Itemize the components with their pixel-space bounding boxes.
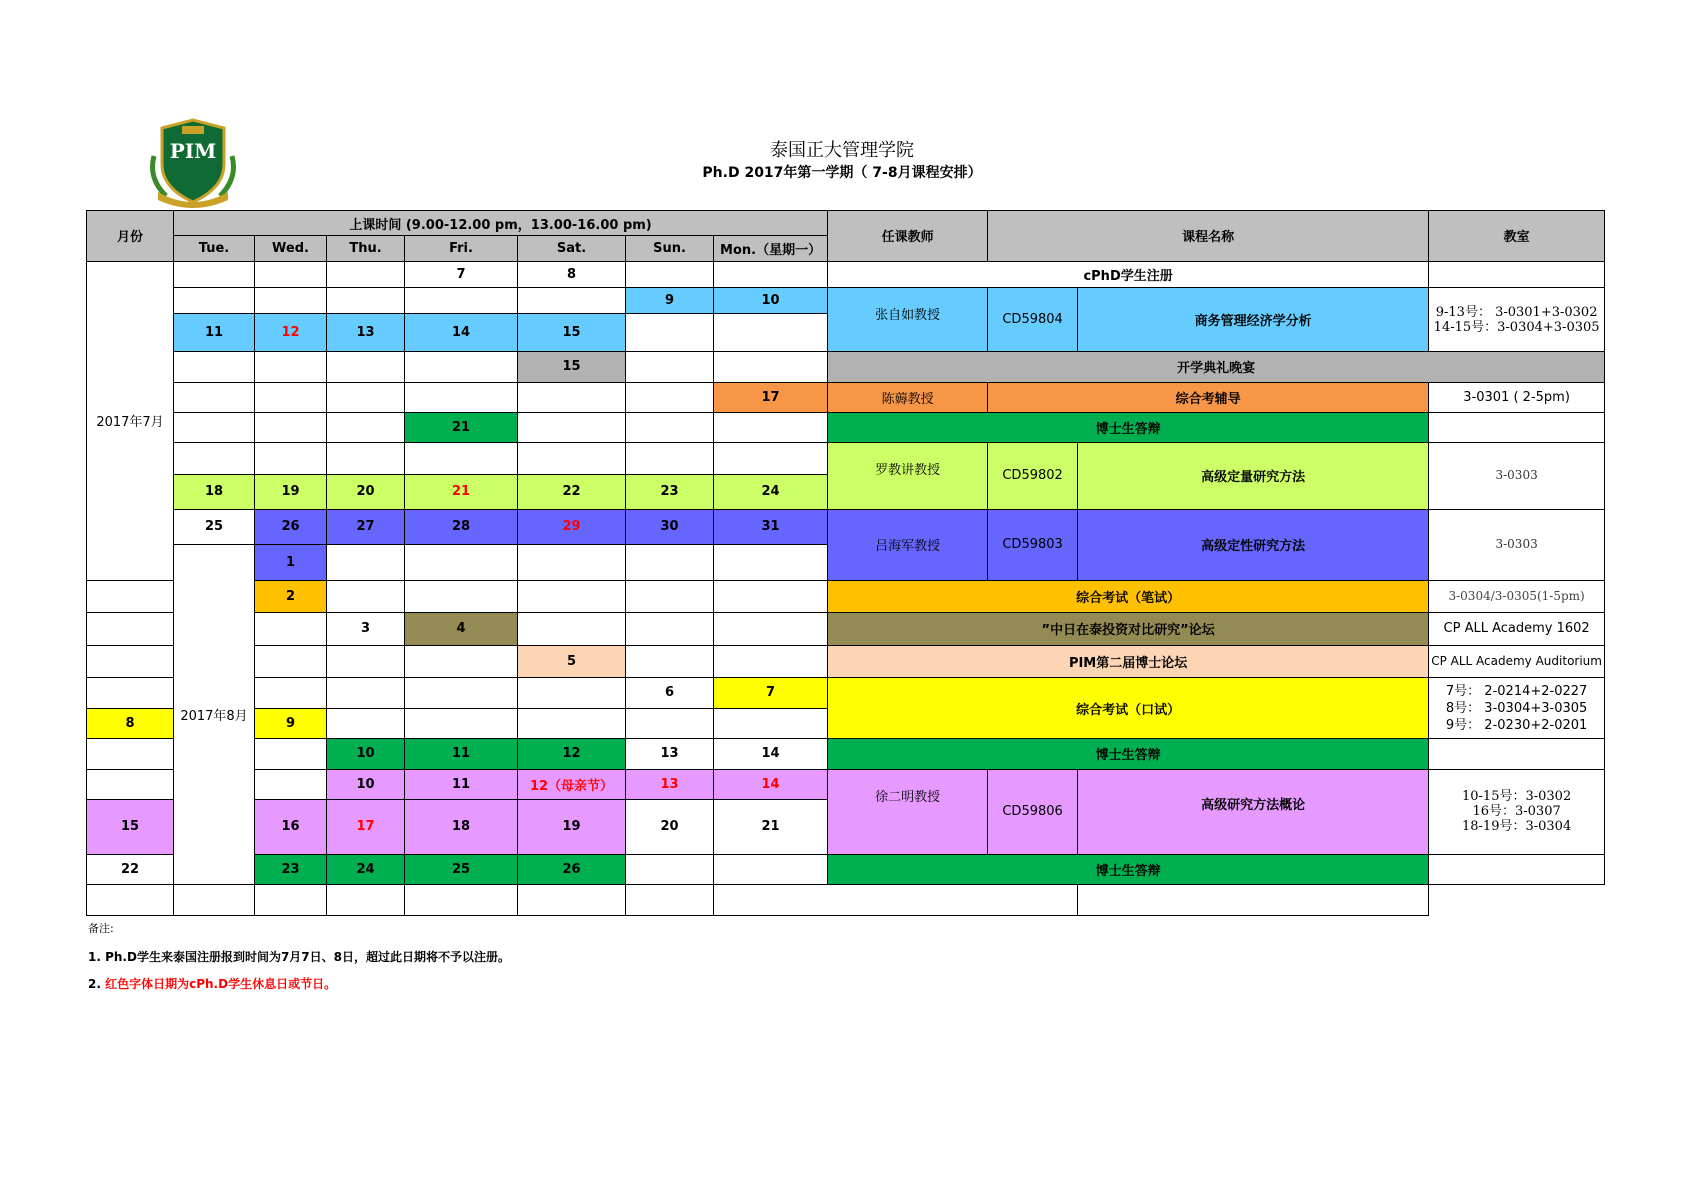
room-header: 教室 xyxy=(1429,211,1605,262)
day-cell: 14 xyxy=(714,769,828,799)
event-cell: 开学典礼晚宴 xyxy=(828,352,1605,382)
day-cell: 23 xyxy=(626,475,714,510)
day-cell xyxy=(626,442,714,475)
day-cell: 4 xyxy=(405,613,518,646)
table-row xyxy=(87,885,1605,916)
day-cell: 21 xyxy=(714,800,828,855)
day-header-tue: Tue. xyxy=(174,236,255,261)
day-cell xyxy=(255,261,327,287)
day-cell: 6 xyxy=(626,678,714,708)
svg-text:PIM: PIM xyxy=(169,139,217,163)
course-name-cell: 高级定量研究方法 xyxy=(1078,442,1429,509)
day-cell xyxy=(405,708,518,738)
day-cell xyxy=(255,885,327,916)
day-cell: 19 xyxy=(518,800,626,855)
month-august: 2017年8月 xyxy=(174,545,255,885)
day-cell: 25 xyxy=(405,854,518,884)
day-cell: 8 xyxy=(87,708,174,738)
day-cell: 11 xyxy=(405,739,518,769)
note-2-number: 2. xyxy=(88,977,106,991)
day-cell xyxy=(405,545,518,581)
day-cell: 29 xyxy=(518,509,626,545)
day-cell: 24 xyxy=(714,475,828,510)
day-cell xyxy=(87,769,174,799)
day-cell xyxy=(255,645,327,678)
day-cell: 3 xyxy=(327,613,405,646)
note-1: 1. Ph.D学生来泰国注册报到时间为7月7日、8日，超过此日期将不予以注册。 xyxy=(88,950,510,964)
day-cell xyxy=(405,352,518,382)
day-cell xyxy=(255,352,327,382)
day-cell: 22 xyxy=(518,475,626,510)
day-cell xyxy=(174,352,255,382)
day-cell xyxy=(327,382,405,412)
day-cell xyxy=(255,382,327,412)
day-cell: 31 xyxy=(714,509,828,545)
day-cell: 26 xyxy=(518,854,626,884)
table-row xyxy=(87,645,1605,678)
day-cell xyxy=(174,442,255,475)
day-cell xyxy=(174,288,255,313)
day-cell: 18 xyxy=(174,475,255,510)
day-cell xyxy=(626,313,714,352)
day-cell xyxy=(518,708,626,738)
day-cell xyxy=(405,645,518,678)
table-row xyxy=(87,352,1605,382)
day-cell: 11 xyxy=(405,769,518,799)
day-cell xyxy=(327,708,405,738)
room-cell: 3-0303 xyxy=(1429,509,1605,580)
month-header: 月份 xyxy=(87,211,174,262)
day-cell: 13 xyxy=(626,769,714,799)
month-july: 2017年7月 xyxy=(87,261,174,580)
day-header-thu: Thu. xyxy=(327,236,405,261)
room-cell: 3-0301 ( 2-5pm) xyxy=(1429,382,1605,412)
table-row xyxy=(87,854,1605,884)
day-cell xyxy=(405,885,518,916)
day-cell xyxy=(327,288,405,313)
course-code-cell: CD59806 xyxy=(988,769,1078,854)
day-cell: 13 xyxy=(626,739,714,769)
course-name-cell: 商务管理经济学分析 xyxy=(1078,288,1429,352)
teacher-cell: 陈薅教授 xyxy=(828,382,988,412)
day-cell xyxy=(255,739,327,769)
day-cell xyxy=(518,382,626,412)
event-cell: 综合考试（笔试） xyxy=(828,580,1429,613)
table-row xyxy=(87,580,1605,613)
header-row xyxy=(87,211,1605,236)
day-cell: 21 xyxy=(405,413,518,442)
course-name-cell: 高级定性研究方法 xyxy=(1078,509,1429,580)
table-row xyxy=(87,613,1605,646)
day-cell xyxy=(87,885,174,916)
room-cell: 7号： 2-0214+2-0227 8号： 3-0304+3-0305 9号： 2-0230+2-0201 xyxy=(1429,678,1605,739)
day-cell: 15 xyxy=(518,313,626,352)
day-cell: 14 xyxy=(714,739,828,769)
day-cell: 30 xyxy=(626,509,714,545)
day-cell xyxy=(255,288,327,313)
room-cell: 10-15号：3-0302 16号：3-0307 18-19号：3-0304 xyxy=(1429,769,1605,854)
day-cell: 12 xyxy=(518,739,626,769)
day-cell xyxy=(714,613,828,646)
event-cell: 博士生答辩 xyxy=(828,739,1429,769)
day-cell: 10 xyxy=(327,739,405,769)
day-cell: 13 xyxy=(327,313,405,352)
day-cell: 24 xyxy=(327,854,405,884)
teacher-cell: 罗教讲教授 xyxy=(828,442,988,509)
day-cell xyxy=(255,413,327,442)
course-code-cell: CD59804 xyxy=(988,288,1078,352)
day-header-sun: Sun. xyxy=(626,236,714,261)
day-cell xyxy=(714,545,828,581)
room-cell xyxy=(1429,413,1605,442)
day-cell xyxy=(714,708,828,738)
day-cell xyxy=(174,261,255,287)
day-cell xyxy=(518,288,626,313)
day-cell xyxy=(327,580,405,613)
day-cell: 7 xyxy=(405,261,518,287)
course-code-cell: CD59803 xyxy=(988,509,1078,580)
table-row xyxy=(87,442,1605,475)
course-name-cell: 综合考辅导 xyxy=(988,382,1429,412)
course-code-cell: CD59802 xyxy=(988,442,1078,509)
day-cell xyxy=(87,678,174,708)
day-cell xyxy=(174,382,255,412)
table-row xyxy=(87,739,1605,769)
day-cell: 19 xyxy=(255,475,327,510)
day-cell xyxy=(714,854,828,884)
day-cell xyxy=(255,678,327,708)
table-row xyxy=(87,382,1605,412)
day-cell: 14 xyxy=(405,313,518,352)
day-cell xyxy=(626,382,714,412)
day-cell xyxy=(714,645,828,678)
teacher-header: 任课教师 xyxy=(828,211,988,262)
day-cell: 22 xyxy=(87,854,174,884)
room-cell xyxy=(1429,854,1605,884)
teacher-cell: 张自如教授 xyxy=(828,288,988,352)
day-cell xyxy=(518,545,626,581)
day-cell xyxy=(255,613,327,646)
day-cell xyxy=(626,854,714,884)
day-cell: 28 xyxy=(405,509,518,545)
day-cell xyxy=(87,580,174,613)
day-cell xyxy=(327,645,405,678)
day-cell: 12（母亲节） xyxy=(518,769,626,799)
event-cell: PIM第二届博士论坛 xyxy=(828,645,1429,678)
day-header-mon: Mon.（星期一） xyxy=(714,236,828,261)
room-cell: 3-0304/3-0305(1-5pm) xyxy=(1429,580,1605,613)
day-cell: 20 xyxy=(626,800,714,855)
day-cell: 11 xyxy=(174,313,255,352)
table-row xyxy=(87,769,1605,799)
event-cell xyxy=(714,885,1078,916)
event-cell: ”中日在泰投资对比研究”论坛 xyxy=(828,613,1429,646)
day-cell: 2 xyxy=(255,580,327,613)
time-header: 上课时间 (9.00-12.00 pm，13.00-16.00 pm) xyxy=(174,211,828,236)
event-cell: 综合考试（口试） xyxy=(828,678,1429,739)
room-cell: CP ALL Academy 1602 xyxy=(1429,613,1605,646)
day-cell xyxy=(327,442,405,475)
day-cell xyxy=(327,678,405,708)
day-cell xyxy=(626,885,714,916)
day-cell: 25 xyxy=(174,509,255,545)
day-cell xyxy=(714,442,828,475)
day-cell: 20 xyxy=(327,475,405,510)
day-cell: 8 xyxy=(518,261,626,287)
day-cell: 15 xyxy=(518,352,626,382)
note-2-text: 红色字体日期为cPh.D学生休息日或节日。 xyxy=(105,977,337,991)
day-header-sat: Sat. xyxy=(518,236,626,261)
day-cell xyxy=(518,678,626,708)
day-cell: 10 xyxy=(327,769,405,799)
day-cell xyxy=(714,413,828,442)
note-2 xyxy=(88,975,336,992)
day-cell: 1 xyxy=(255,545,327,581)
day-cell xyxy=(626,613,714,646)
day-cell xyxy=(626,545,714,581)
day-cell xyxy=(714,261,828,287)
page-subtitle: Ph.D 2017年第一学期（ 7-8月课程安排） xyxy=(702,165,982,181)
page-title: 泰国正大管理学院 xyxy=(770,140,914,161)
day-cell xyxy=(626,352,714,382)
day-cell xyxy=(327,885,405,916)
day-header-wed: Wed. xyxy=(255,236,327,261)
room-cell: 3-0303 xyxy=(1429,442,1605,509)
day-cell xyxy=(714,580,828,613)
day-cell: 27 xyxy=(327,509,405,545)
day-cell xyxy=(327,352,405,382)
day-cell xyxy=(405,678,518,708)
day-cell xyxy=(518,442,626,475)
course-name-cell: 高级研究方法概论 xyxy=(1078,769,1429,854)
table-row xyxy=(87,413,1605,442)
event-cell: 博士生答辩 xyxy=(828,854,1429,884)
room-cell: CP ALL Academy Auditorium xyxy=(1429,645,1605,678)
room-cell xyxy=(1429,261,1605,287)
day-cell xyxy=(405,288,518,313)
day-cell xyxy=(87,645,174,678)
day-cell xyxy=(327,545,405,581)
day-cell xyxy=(714,352,828,382)
notes-label: 备注: xyxy=(88,922,114,935)
day-cell: 9 xyxy=(255,708,327,738)
schedule-table xyxy=(86,210,1605,916)
day-cell xyxy=(87,739,174,769)
day-header-fri: Fri. xyxy=(405,236,518,261)
day-cell xyxy=(626,708,714,738)
room-cell: 9-13号： 3-0301+3-0302 14-15号：3-0304+3-0305 xyxy=(1429,288,1605,352)
room-cell xyxy=(1429,739,1605,769)
day-cell: 18 xyxy=(405,800,518,855)
day-cell xyxy=(255,769,327,799)
day-cell xyxy=(405,580,518,613)
day-cell xyxy=(714,313,828,352)
event-cell: cPhD学生注册 xyxy=(828,261,1429,287)
table-row xyxy=(87,261,1605,287)
table-row xyxy=(87,678,1605,708)
day-cell xyxy=(626,261,714,287)
day-cell xyxy=(518,613,626,646)
day-cell: 15 xyxy=(87,800,174,855)
day-cell: 26 xyxy=(255,509,327,545)
teacher-cell: 徐二明教授 xyxy=(828,769,988,854)
day-cell xyxy=(405,382,518,412)
day-cell xyxy=(405,442,518,475)
day-cell xyxy=(518,580,626,613)
day-cell xyxy=(518,413,626,442)
day-cell xyxy=(327,413,405,442)
day-cell xyxy=(626,413,714,442)
course-header: 课程名称 xyxy=(988,211,1429,262)
day-cell: 9 xyxy=(626,288,714,313)
day-cell xyxy=(87,613,174,646)
day-cell: 21 xyxy=(405,475,518,510)
event-cell: 博士生答辩 xyxy=(828,413,1429,442)
day-cell: 16 xyxy=(255,800,327,855)
day-cell: 17 xyxy=(714,382,828,412)
day-cell xyxy=(174,885,255,916)
table-row xyxy=(87,509,1605,545)
day-cell: 7 xyxy=(714,678,828,708)
day-cell xyxy=(626,580,714,613)
teacher-cell: 吕海军教授 xyxy=(828,509,988,580)
day-cell: 23 xyxy=(255,854,327,884)
day-cell: 17 xyxy=(327,800,405,855)
table-row xyxy=(87,288,1605,313)
day-cell xyxy=(327,261,405,287)
day-cell xyxy=(518,885,626,916)
day-cell: 10 xyxy=(714,288,828,313)
day-cell xyxy=(174,413,255,442)
day-cell: 5 xyxy=(518,645,626,678)
day-cell xyxy=(255,442,327,475)
day-cell: 12 xyxy=(255,313,327,352)
room-cell xyxy=(1078,885,1429,916)
day-cell xyxy=(626,645,714,678)
